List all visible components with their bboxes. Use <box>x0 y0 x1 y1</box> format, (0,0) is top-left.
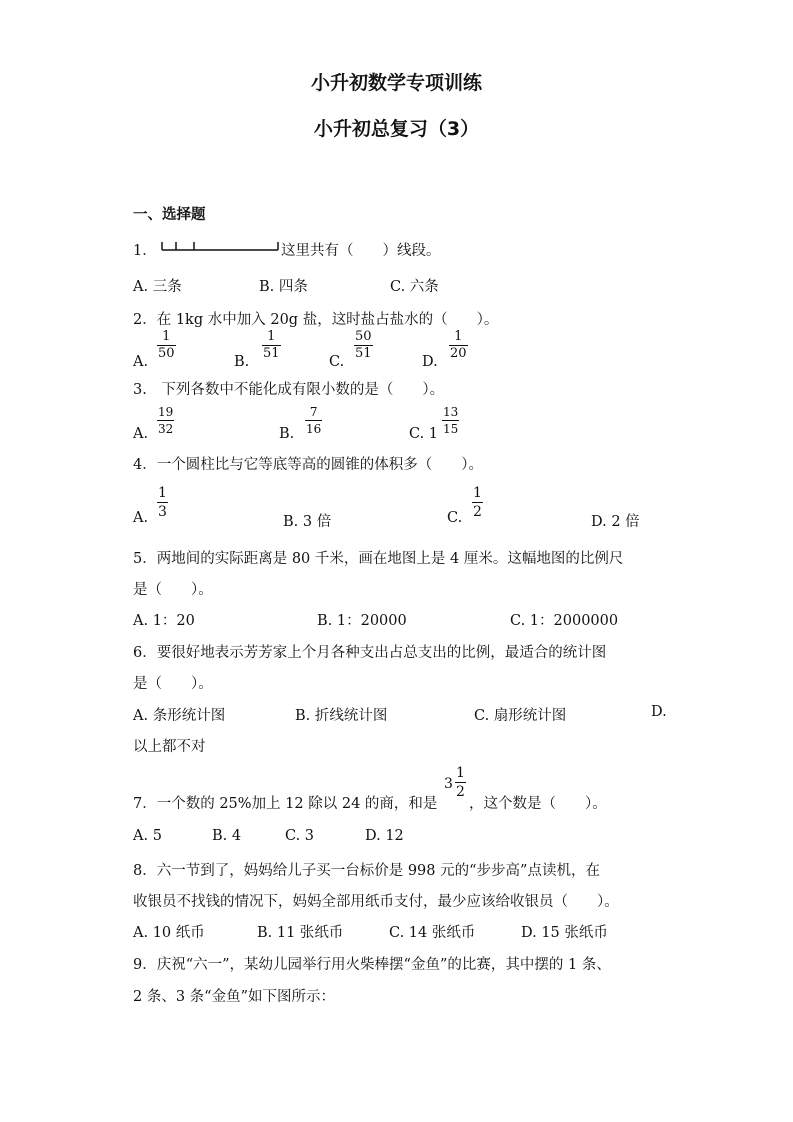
q2-fraction-c: 50 51 <box>355 329 372 361</box>
q4-label-c: C. <box>447 510 463 526</box>
q3-fraction-b: 7 16 <box>306 405 322 436</box>
q4-label-a: A. <box>133 510 149 526</box>
question-9-line-2: 2 条、3 条“金鱼”如下图所示： <box>133 989 335 1005</box>
q5-option-b: B. 1：20000 <box>317 613 407 629</box>
q7-option-c: C. 3 <box>285 828 315 844</box>
q6-option-b: B. 折线统计图 <box>295 708 388 724</box>
question-5-line-1: 5．两地间的实际距离是 80 千米，画在地图上是 4 厘米。这幅地图的比例尺 <box>133 551 624 567</box>
question-1-text: 这里共有（ ）线段。 <box>281 243 441 259</box>
page-title: 小升初数学专项训练 <box>310 72 482 94</box>
q4-fraction-c: 1 2 <box>473 485 482 520</box>
question-4-text: 4．一个圆柱比与它等底等高的圆锥的体积多（ ）。 <box>133 457 483 473</box>
line-segment-diagram <box>160 239 280 255</box>
q3-label-a: A. <box>133 426 149 442</box>
question-2-text: 2．在 1kg 水中加入 20g 盐，这时盐占盐水的（ ）。 <box>133 312 499 328</box>
question-7-text-before: 7．一个数的 25%加上 12 除以 24 的商，和是 <box>133 796 438 812</box>
q6-option-d-text: 以上都不对 <box>133 739 206 755</box>
q3-fraction-c: 13 15 <box>443 405 459 436</box>
q2-label-d: D. <box>422 354 438 370</box>
question-6-line-2: 是（ ）。 <box>133 676 213 692</box>
q1-option-c: C. 六条 <box>390 279 439 295</box>
q1-option-a: A. 三条 <box>133 279 182 295</box>
q7-mixed-whole: 3 <box>444 776 453 792</box>
q5-option-a: A. 1：20 <box>133 613 195 629</box>
q2-label-a: A. <box>133 354 149 370</box>
section-heading: 一、选择题 <box>133 207 206 223</box>
question-7-text-after: ，这个数是（ ）。 <box>469 796 607 812</box>
question-6-line-1: 6．要很好地表示芳芳家上个月各种支出占总支出的比例，最适合的统计图 <box>133 645 607 661</box>
q6-option-c: C. 扇形统计图 <box>474 708 567 724</box>
q5-option-c: C. 1：2000000 <box>510 613 619 629</box>
question-8-line-1: 8．六一节到了，妈妈给儿子买一台标价是 998 元的“步步高”点读机，在 <box>133 863 600 879</box>
q3-fraction-a: 19 32 <box>158 405 174 436</box>
q3-label-c: C. 1 <box>409 426 439 442</box>
question-1-number: 1． <box>133 243 157 259</box>
q1-option-b: B. 四条 <box>259 279 308 295</box>
question-3-text: 3. 下列各数中不能化成有限小数的是（ ）。 <box>133 382 445 398</box>
q8-option-a: A. 10 纸币 <box>133 925 205 941</box>
q7-option-a: A. 5 <box>133 828 162 844</box>
q7-option-d: D. 12 <box>365 828 404 844</box>
q4-fraction-a: 1 3 <box>158 485 167 520</box>
q3-label-b: B. <box>279 426 295 442</box>
question-9-line-1: 9．庆祝“六一”，某幼儿园举行用火柴棒摆“金鱼”的比赛，其中摆的 1 条、 <box>133 957 611 973</box>
q8-option-c: C. 14 张纸币 <box>389 925 476 941</box>
q8-option-d: D. 15 张纸币 <box>521 925 608 941</box>
question-8-line-2: 收银员不找钱的情况下，妈妈全部用纸币支付，最少应该给收银员（ ）。 <box>133 894 619 910</box>
q2-label-c: C. <box>329 354 345 370</box>
q7-fraction: 1 2 <box>456 765 465 800</box>
q7-option-b: B. 4 <box>212 828 242 844</box>
q2-fraction-d: 1 20 <box>450 329 467 361</box>
q2-fraction-b: 1 51 <box>263 329 280 361</box>
question-5-line-2: 是（ ）。 <box>133 582 213 598</box>
q4-label-b: B. 3 倍 <box>283 514 332 530</box>
page-subtitle: 小升初总复习（3） <box>313 118 480 140</box>
q2-fraction-a: 1 50 <box>158 329 175 361</box>
q2-label-b: B. <box>234 354 250 370</box>
q6-option-a: A. 条形统计图 <box>133 708 226 724</box>
q6-option-d: D. <box>651 704 667 720</box>
q8-option-b: B. 11 张纸币 <box>257 925 344 941</box>
q4-label-d: D. 2 倍 <box>591 514 640 530</box>
